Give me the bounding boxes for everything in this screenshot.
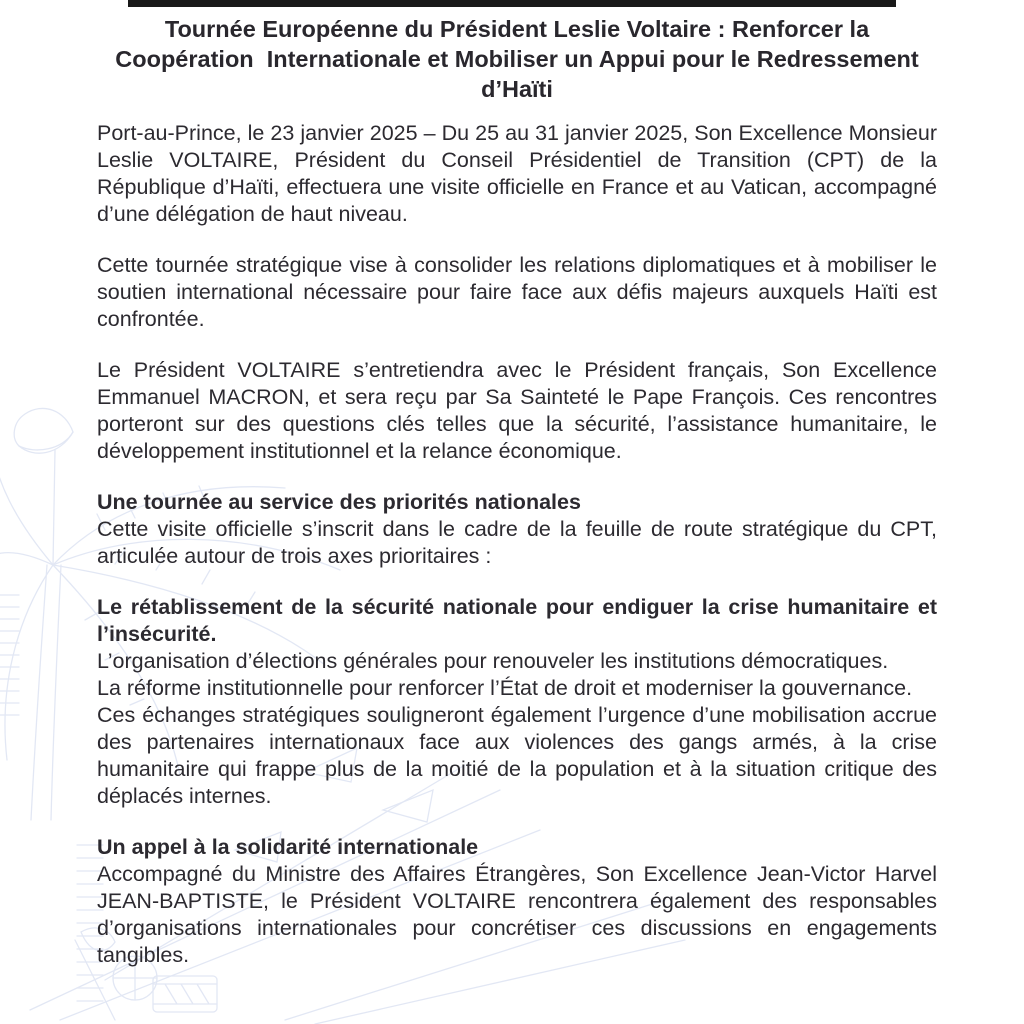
paragraph-priority-reforme: La réforme institutionnelle pour renforcer l’État de droit et moderniser la gouvernance.	[97, 676, 913, 700]
paragraph-meetings: Le Président VOLTAIRE s’entretiendra avec le Président français, Son Excellence Emmanuel MACRON, et sera reçu par Sa Sainteté le Pape François. Ces rencontres porteront sur des questions clés telles que la sécurité, l’assistance humanitaire, le développement institutionnel et la relance économique.	[97, 358, 937, 463]
paragraph-tour-objective: Cette tournée stratégique vise à consolider les relations diplomatiques et à mobiliser le soutien international nécessaire pour faire face aux défis majeurs auxquels Haïti est confrontée.	[97, 253, 937, 331]
section-heading-priorites-nationales: Une tournée au service des priorités nationales	[97, 490, 581, 514]
paragraph-mobilisation: Ces échanges stratégiques souligneront également l’urgence d’une mobilisation accrue des partenaires internationaux face aux violences des gangs armés, à la crise humanitaire qui frappe plus de la moitié de la population et à la situation critique des déplacés internes.	[97, 703, 937, 808]
paragraph-priority-elections: L’organisation d’élections générales pour renouveler les institutions démocratiques.	[97, 649, 889, 673]
paragraph-feuille-de-route: Cette visite officielle s’inscrit dans le cadre de la feuille de route stratégique du CPT, articulée autour de trois axes prioritaires :	[97, 517, 937, 568]
section-heading-solidarite-internationale: Un appel à la solidarité internationale	[97, 835, 479, 859]
press-release-content	[97, 14, 937, 969]
paragraph-dateline-intro: Port-au-Prince, le 23 janvier 2025 – Du 25 au 31 janvier 2025, Son Excellence Monsieur Leslie VOLTAIRE, Président du Conseil Présidentiel de Transition (CPT) de la République d’Haïti, effectuera une visite officielle en France et au Vatican, accompagné d’une délégation de haut niveau.	[97, 121, 937, 226]
paragraph-priority-securite: Le rétablissement de la sécurité nationale pour endiguer la crise humanitaire et l’insécurité.	[97, 595, 937, 646]
document-title: Tournée Européenne du Président Leslie Voltaire : Renforcer la Coopération Internationale et Mobiliser un Appui pour le Redressement d’Haïti	[115, 16, 926, 102]
paragraph-delegation: Accompagné du Ministre des Affaires Étrangères, Son Excellence Jean-Victor Harvel JEAN-BAPTISTE, le Président VOLTAIRE rencontrera également des responsables d’organisations internationales pour concrétiser ces discussions en engagements tangibles.	[97, 862, 937, 967]
top-rule	[128, 0, 896, 7]
